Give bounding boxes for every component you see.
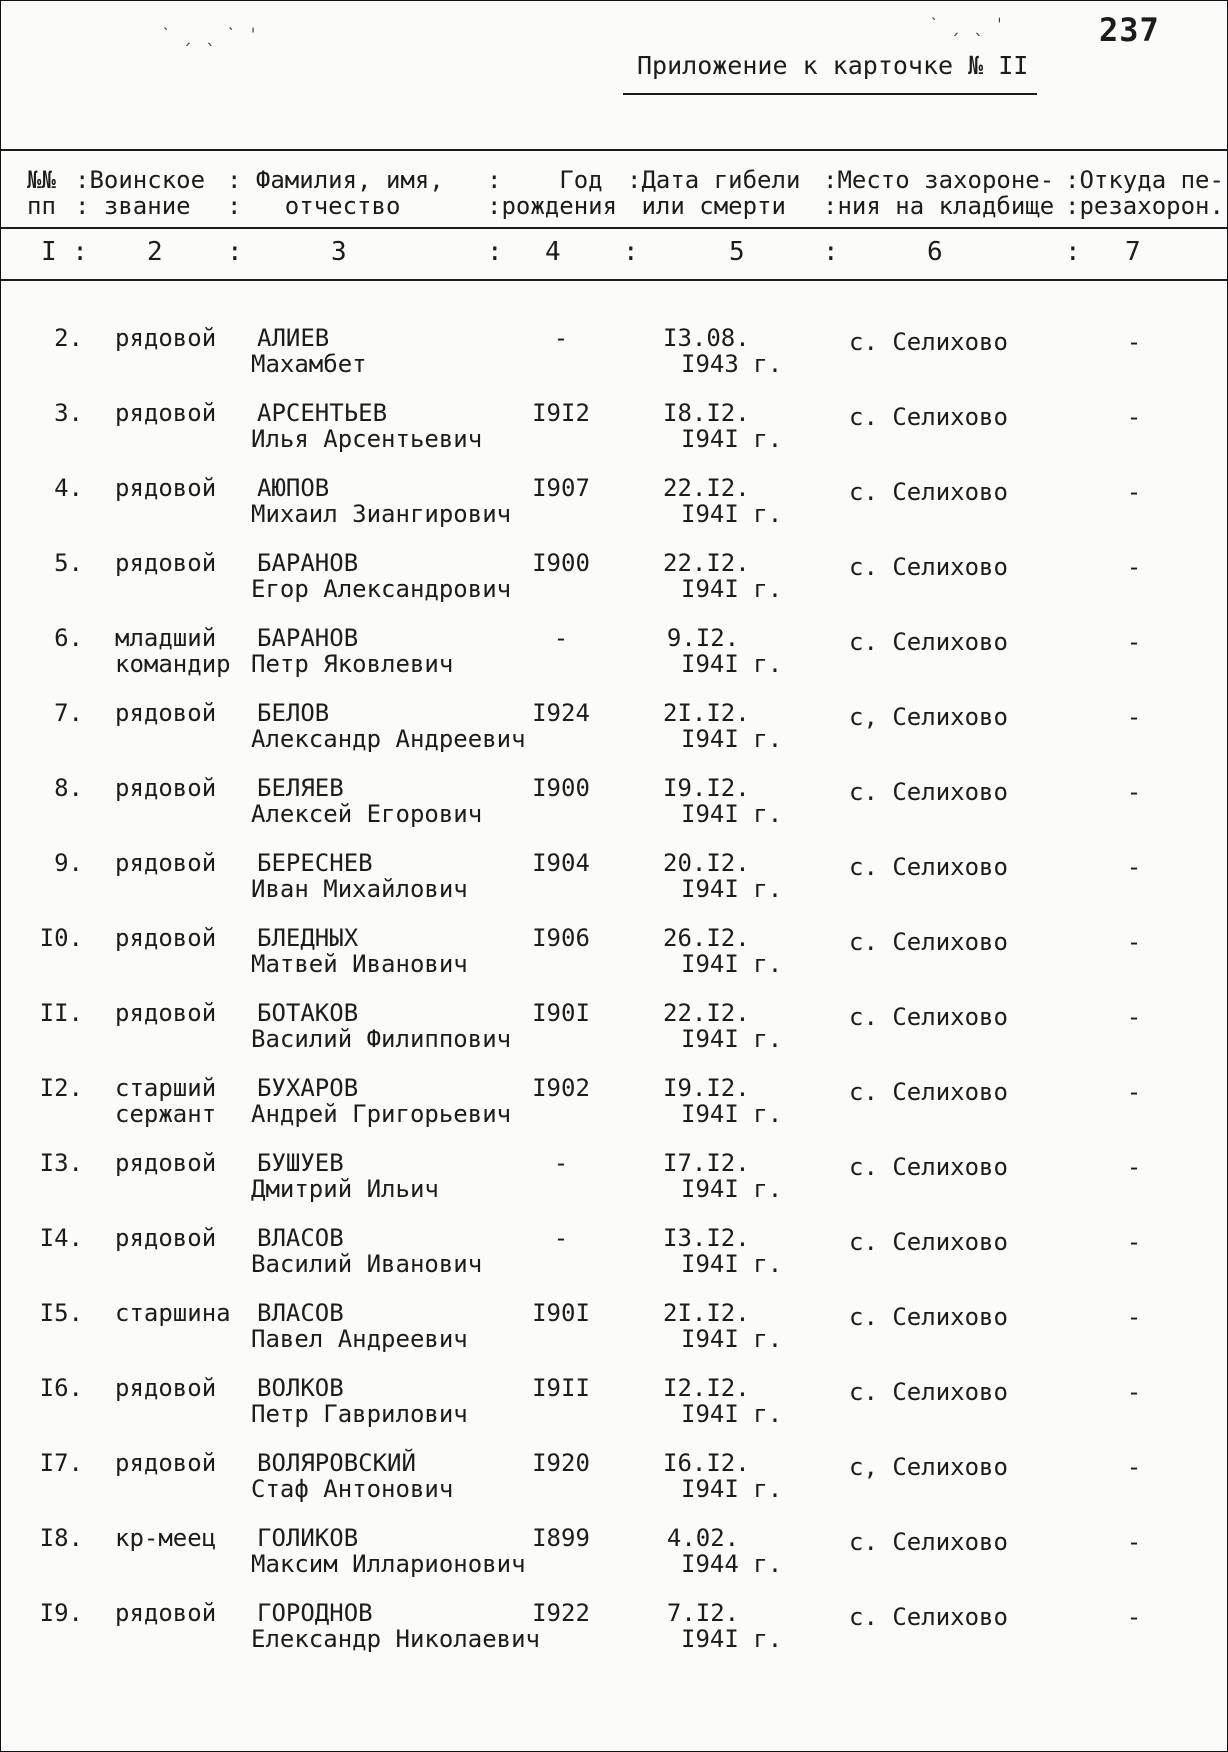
burial-place: с. Селихово	[849, 778, 1008, 806]
military-rank: рядовой	[115, 849, 217, 877]
death-date: I9.I2.	[663, 774, 750, 802]
death-year: I94I г.	[681, 1100, 783, 1128]
death-date: 22.I2.	[663, 474, 750, 502]
death-date: I6.I2.	[663, 1449, 750, 1477]
column-number: 6	[927, 237, 943, 267]
reburied-from: -	[1126, 1603, 1142, 1631]
row-number: 2.	[54, 324, 83, 352]
given-name-patronymic: Матвей Иванович	[251, 950, 468, 978]
row-number: I7.	[39, 1449, 83, 1477]
birth-year: I922	[532, 1599, 590, 1627]
birth-year: I924	[532, 699, 590, 727]
death-year: I94I г.	[681, 650, 783, 678]
header-col-4: : Год :рождения	[487, 166, 618, 220]
death-year: I94I г.	[681, 1250, 783, 1278]
given-name-patronymic: Василий Иванович	[251, 1250, 483, 1278]
table-row	[1, 700, 1227, 774]
burial-place: с, Селихово	[849, 703, 1008, 731]
death-year: I94I г.	[681, 500, 783, 528]
table-top-rule	[1, 149, 1227, 151]
birth-year: -	[553, 324, 569, 352]
birth-year: I90I	[532, 1299, 590, 1327]
death-year: I94I г.	[681, 800, 783, 828]
burial-place: с. Селихово	[849, 1378, 1008, 1406]
column-separator: :	[227, 237, 243, 267]
surname: ВОЛЯРОВСКИЙ	[257, 1449, 416, 1477]
row-number: II.	[39, 999, 83, 1027]
birth-year: -	[553, 624, 569, 652]
death-date: I8.I2.	[663, 399, 750, 427]
burial-place: с, Селихово	[849, 1453, 1008, 1481]
given-name-patronymic: Елександр Николаевич	[251, 1625, 540, 1653]
page-number: 237	[1099, 11, 1160, 49]
table-row	[1, 325, 1227, 399]
death-year: I94I г.	[681, 1325, 783, 1353]
death-date: 22.I2.	[663, 549, 750, 577]
row-number: I0.	[39, 924, 83, 952]
corner-mark-left: ˋ ˏ ˎ ˋ ˈ	[161, 25, 259, 46]
death-year: I94I г.	[681, 1475, 783, 1503]
birth-year: I907	[532, 474, 590, 502]
death-date: I3.I2.	[663, 1224, 750, 1252]
column-number: 5	[729, 237, 745, 267]
military-rank: рядовой	[115, 1449, 217, 1477]
row-number: 9.	[54, 849, 83, 877]
burial-place: с. Селихово	[849, 1003, 1008, 1031]
reburied-from: -	[1126, 1303, 1142, 1331]
reburied-from: -	[1126, 1453, 1142, 1481]
burial-place: с. Селихово	[849, 1603, 1008, 1631]
birth-year: -	[553, 1149, 569, 1177]
burial-place: с. Селихово	[849, 928, 1008, 956]
birth-year: I904	[532, 849, 590, 877]
burial-place: с. Селихово	[849, 553, 1008, 581]
table-row	[1, 1600, 1227, 1674]
burial-place: с. Селихово	[849, 1078, 1008, 1106]
military-rank: старший	[115, 1074, 217, 1102]
given-name-patronymic: Махамбет	[251, 350, 367, 378]
header-col-1: №№ пп	[27, 166, 56, 220]
document-title: Приложение к карточке № II	[637, 51, 1029, 80]
given-name-patronymic: Максим Илларионович	[251, 1550, 526, 1578]
column-numbers-rule	[1, 279, 1227, 281]
corner-mark-right: ˋ ˏ ˎ ˈ	[929, 15, 1005, 36]
row-number: 8.	[54, 774, 83, 802]
surname: БЕЛЯЕВ	[257, 774, 344, 802]
reburied-from: -	[1126, 403, 1142, 431]
given-name-patronymic: Михаил Зиангирович	[251, 500, 512, 528]
birth-year: I900	[532, 549, 590, 577]
death-year: I94I г.	[681, 1025, 783, 1053]
header-bottom-rule	[1, 227, 1227, 229]
table-row	[1, 1450, 1227, 1524]
military-rank: рядовой	[115, 999, 217, 1027]
surname: БОТАКОВ	[257, 999, 359, 1027]
burial-place: с. Селихово	[849, 1153, 1008, 1181]
row-number: I8.	[39, 1524, 83, 1552]
military-rank: рядовой	[115, 1374, 217, 1402]
table-row	[1, 1375, 1227, 1449]
reburied-from: -	[1126, 853, 1142, 881]
reburied-from: -	[1126, 1228, 1142, 1256]
birth-year: I899	[532, 1524, 590, 1552]
military-rank: рядовой	[115, 474, 217, 502]
surname: БАРАНОВ	[257, 549, 359, 577]
row-number: I2.	[39, 1074, 83, 1102]
reburied-from: -	[1126, 1153, 1142, 1181]
burial-place: с. Селихово	[849, 853, 1008, 881]
death-date: 9.I2.	[666, 624, 740, 652]
military-rank: рядовой	[115, 1599, 217, 1627]
surname: БАРАНОВ	[257, 624, 359, 652]
table-row	[1, 625, 1227, 699]
death-date: I7.I2.	[663, 1149, 750, 1177]
death-date: 20.I2.	[663, 849, 750, 877]
table-row	[1, 1075, 1227, 1149]
surname: АЛИЕВ	[257, 324, 330, 352]
table-row	[1, 1150, 1227, 1224]
birth-year: -	[553, 1224, 569, 1252]
military-rank: рядовой	[115, 324, 217, 352]
burial-place: с. Селихово	[849, 478, 1008, 506]
death-year: I94I г.	[681, 425, 783, 453]
surname: ВЛАСОВ	[257, 1299, 344, 1327]
header-col-6: :Место захороне- :ния на кладбище	[823, 166, 1055, 220]
military-rank: рядовой	[115, 549, 217, 577]
given-name-patronymic: Иван Михайлович	[251, 875, 468, 903]
death-date: 22.I2.	[663, 999, 750, 1027]
row-number: 4.	[54, 474, 83, 502]
given-name-patronymic: Павел Андреевич	[251, 1325, 468, 1353]
burial-place: с. Селихово	[849, 403, 1008, 431]
row-number: I3.	[39, 1149, 83, 1177]
death-year: I944 г.	[681, 1550, 783, 1578]
death-year: I94I г.	[681, 1625, 783, 1653]
row-number: I9.	[39, 1599, 83, 1627]
death-date: 2I.I2.	[663, 1299, 750, 1327]
military-rank: младший	[115, 624, 217, 652]
military-rank: рядовой	[115, 774, 217, 802]
surname: БЛЕДНЫХ	[257, 924, 359, 952]
military-rank: рядовой	[115, 924, 217, 952]
column-number: 3	[331, 237, 347, 267]
reburied-from: -	[1126, 328, 1142, 356]
military-rank: рядовой	[115, 699, 217, 727]
header-col-2: :Воинское : звание	[75, 166, 206, 220]
surname: ВЛАСОВ	[257, 1224, 344, 1252]
table-row	[1, 400, 1227, 474]
column-separator: :	[487, 237, 503, 267]
birth-year: I9II	[532, 1374, 590, 1402]
military-rank: старшина	[115, 1299, 231, 1327]
column-number: 2	[147, 237, 163, 267]
row-number: I6.	[39, 1374, 83, 1402]
death-date: I3.08.	[663, 324, 750, 352]
burial-place: с. Селихово	[849, 628, 1008, 656]
death-year: I94I г.	[681, 725, 783, 753]
table-row	[1, 1000, 1227, 1074]
surname: БУХАРОВ	[257, 1074, 359, 1102]
reburied-from: -	[1126, 628, 1142, 656]
military-rank: сержант	[115, 1100, 217, 1128]
given-name-patronymic: Александр Андреевич	[251, 725, 526, 753]
death-date: I9.I2.	[663, 1074, 750, 1102]
reburied-from: -	[1126, 703, 1142, 731]
burial-place: с. Селихово	[849, 1303, 1008, 1331]
given-name-patronymic: Андрей Григорьевич	[251, 1100, 512, 1128]
birth-year: I900	[532, 774, 590, 802]
row-number: 6.	[54, 624, 83, 652]
column-number: I :	[41, 237, 88, 267]
birth-year: I906	[532, 924, 590, 952]
reburied-from: -	[1126, 928, 1142, 956]
death-date: 26.I2.	[663, 924, 750, 952]
death-year: I943 г.	[681, 350, 783, 378]
reburied-from: -	[1126, 553, 1142, 581]
table-row	[1, 1300, 1227, 1374]
military-rank: рядовой	[115, 1224, 217, 1252]
table-row	[1, 475, 1227, 549]
death-year: I94I г.	[681, 950, 783, 978]
surname: БЕРЕСНЕВ	[257, 849, 373, 877]
column-number: 7	[1125, 237, 1141, 267]
given-name-patronymic: Алексей Егорович	[251, 800, 483, 828]
military-rank: командир	[115, 650, 231, 678]
given-name-patronymic: Петр Гаврилович	[251, 1400, 468, 1428]
death-date: 7.I2.	[666, 1599, 740, 1627]
burial-place: с. Селихово	[849, 328, 1008, 356]
row-number: 5.	[54, 549, 83, 577]
reburied-from: -	[1126, 1528, 1142, 1556]
given-name-patronymic: Василий Филиппович	[251, 1025, 512, 1053]
title-underline	[623, 93, 1037, 95]
table-row	[1, 775, 1227, 849]
death-year: I94I г.	[681, 875, 783, 903]
death-date: 2I.I2.	[663, 699, 750, 727]
surname: БУШУЕВ	[257, 1149, 344, 1177]
military-rank: рядовой	[115, 399, 217, 427]
birth-year: I920	[532, 1449, 590, 1477]
row-number: 7.	[54, 699, 83, 727]
death-year: I94I г.	[681, 575, 783, 603]
death-date: I2.I2.	[663, 1374, 750, 1402]
reburied-from: -	[1126, 778, 1142, 806]
given-name-patronymic: Петр Яковлевич	[251, 650, 454, 678]
burial-place: с. Селихово	[849, 1528, 1008, 1556]
reburied-from: -	[1126, 1078, 1142, 1106]
surname: ГОРОДНОВ	[257, 1599, 373, 1627]
reburied-from: -	[1126, 478, 1142, 506]
header-col-3: : Фамилия, имя, : отчество	[227, 166, 444, 220]
row-number: I5.	[39, 1299, 83, 1327]
table-row	[1, 550, 1227, 624]
row-number: I4.	[39, 1224, 83, 1252]
given-name-patronymic: Егор Александрович	[251, 575, 512, 603]
surname: ВОЛКОВ	[257, 1374, 344, 1402]
birth-year: I90I	[532, 999, 590, 1027]
death-year: I94I г.	[681, 1400, 783, 1428]
reburied-from: -	[1126, 1378, 1142, 1406]
surname: ГОЛИКОВ	[257, 1524, 359, 1552]
row-number: 3.	[54, 399, 83, 427]
reburied-from: -	[1126, 1003, 1142, 1031]
military-rank: рядовой	[115, 1149, 217, 1177]
table-row	[1, 1525, 1227, 1599]
death-year: I94I г.	[681, 1175, 783, 1203]
column-separator: :	[823, 237, 839, 267]
birth-year: I9I2	[532, 399, 590, 427]
surname: АРСЕНТЬЕВ	[257, 399, 388, 427]
military-rank: кр-меец	[115, 1524, 217, 1552]
given-name-patronymic: Илья Арсентьевич	[251, 425, 483, 453]
column-number: 4	[545, 237, 561, 267]
header-col-7: :Откуда пе- :резахорон.	[1065, 166, 1224, 220]
surname: АЮПОВ	[257, 474, 330, 502]
table-row	[1, 1225, 1227, 1299]
header-col-5: :Дата гибели или смерти	[627, 166, 801, 220]
table-row	[1, 850, 1227, 924]
death-date: 4.02.	[666, 1524, 740, 1552]
burial-place: с. Селихово	[849, 1228, 1008, 1256]
table-row	[1, 925, 1227, 999]
given-name-patronymic: Дмитрий Ильич	[251, 1175, 439, 1203]
birth-year: I902	[532, 1074, 590, 1102]
given-name-patronymic: Стаф Антонович	[251, 1475, 454, 1503]
column-separator: :	[623, 237, 639, 267]
surname: БЕЛОВ	[257, 699, 330, 727]
column-separator: :	[1065, 237, 1081, 267]
